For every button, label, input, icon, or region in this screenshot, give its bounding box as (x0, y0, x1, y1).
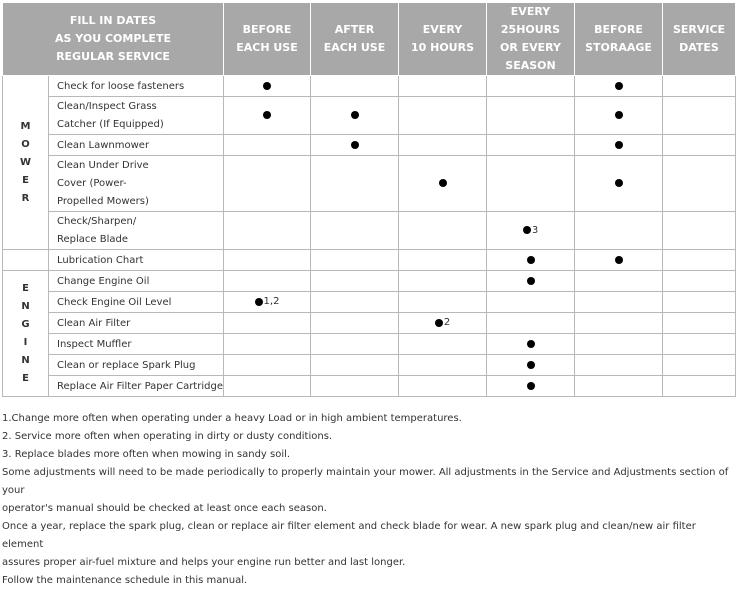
check-mark-dot (351, 111, 359, 119)
service-date-cell[interactable] (663, 250, 736, 271)
mark-cell (575, 250, 663, 271)
check-mark-dot (527, 340, 535, 348)
mark-cell (487, 135, 575, 156)
mark-cell (311, 271, 399, 292)
mark-cell (311, 292, 399, 313)
header-before-storage: BEFORE STORAAGE (575, 3, 663, 76)
mark-cell (575, 292, 663, 313)
mark-cell (399, 135, 487, 156)
mark-cell (311, 313, 399, 334)
header-row (3, 3, 736, 76)
footnote-ref: 2 (443, 317, 451, 329)
header-before-each-use: BEFORE EACH USE (224, 3, 311, 76)
table-row (3, 292, 736, 313)
task-clean-air-filter: Clean Air Filter (49, 313, 224, 334)
mark-cell (311, 355, 399, 376)
service-date-cell[interactable] (663, 313, 736, 334)
table-row (3, 212, 736, 250)
group-label-empty (3, 250, 49, 271)
mark-cell (311, 376, 399, 397)
mark-cell (224, 271, 311, 292)
mark-cell (311, 156, 399, 212)
mark-cell (224, 250, 311, 271)
service-date-cell[interactable] (663, 376, 736, 397)
task-sharpen-blade: Check/Sharpen/ Replace Blade (49, 212, 224, 250)
paragraph-follow-schedule: Follow the maintenance schedule in this manual. (2, 575, 248, 586)
check-mark-dot (351, 141, 359, 149)
check-mark-dot (615, 179, 623, 187)
mark-cell (575, 97, 663, 135)
mark-cell (311, 76, 399, 97)
mark-cell (487, 313, 575, 334)
task-check-fasteners: Check for loose fasteners (49, 76, 224, 97)
mark-cell (224, 292, 311, 313)
mark-cell (487, 271, 575, 292)
table-row (3, 271, 736, 292)
check-mark-dot (615, 141, 623, 149)
mark-cell (575, 135, 663, 156)
task-clean-drive-cover: Clean Under Drive Cover (Power- Propelled Mowers) (49, 156, 224, 212)
mark-cell (487, 355, 575, 376)
paragraph-adjustments-1: Some adjustments will need to be made periodically to properly maintain your mower. All adjustments in the Service and Adjustments section of your (2, 467, 729, 496)
footnote-2: 2. Service more often when operating in dirty or dusty conditions. (2, 431, 333, 442)
mark-cell (575, 76, 663, 97)
check-mark-dot (435, 319, 443, 327)
mark-cell (224, 313, 311, 334)
group-label-engine: E N G I N E (3, 271, 49, 397)
header-every-10-hours: EVERY 10 HOURS (399, 3, 487, 76)
header-service-dates: SERVICE DATES (663, 3, 736, 76)
task-replace-air-filter-cartridge: Replace Air Filter Paper Cartridge (49, 376, 224, 397)
mark-cell (575, 355, 663, 376)
task-change-engine-oil: Change Engine Oil (49, 271, 224, 292)
task-inspect-muffler: Inspect Muffler (49, 334, 224, 355)
mark-cell (311, 250, 399, 271)
table-row (3, 135, 736, 156)
mark-cell (487, 334, 575, 355)
mark-cell (487, 156, 575, 212)
table-row (3, 76, 736, 97)
mark-cell (487, 212, 575, 250)
paragraph-yearly-2: assures proper air-fuel mixture and helps your engine run better and last longer. (2, 557, 406, 568)
task-lubrication-chart: Lubrication Chart (49, 250, 224, 271)
mark-cell (224, 355, 311, 376)
mark-cell (487, 376, 575, 397)
check-mark-dot (615, 256, 623, 264)
mark-cell (487, 97, 575, 135)
mark-cell (487, 76, 575, 97)
service-date-cell[interactable] (663, 76, 736, 97)
task-check-engine-oil-level: Check Engine Oil Level (49, 292, 224, 313)
service-date-cell[interactable] (663, 156, 736, 212)
footnote-3: 3. Replace blades more often when mowing in sandy soil. (2, 449, 291, 460)
check-mark-dot (255, 298, 263, 306)
mark-cell (399, 250, 487, 271)
mark-cell (399, 313, 487, 334)
check-mark-dot (263, 82, 271, 90)
check-mark-dot (527, 361, 535, 369)
check-mark-dot (615, 111, 623, 119)
table-row (3, 355, 736, 376)
mark-cell (575, 313, 663, 334)
mark-cell (224, 156, 311, 212)
mark-cell (399, 271, 487, 292)
footnotes (2, 410, 735, 590)
mark-cell (575, 156, 663, 212)
header-every-25-hours: EVERY 25HOURS OR EVERY SEASON (487, 3, 575, 76)
check-mark-dot (527, 382, 535, 390)
service-date-cell[interactable] (663, 97, 736, 135)
mark-cell (399, 76, 487, 97)
header-task-column: FILL IN DATES AS YOU COMPLETE REGULAR SERVICE (3, 3, 224, 76)
check-mark-dot (615, 82, 623, 90)
mark-cell (399, 355, 487, 376)
paragraph-yearly-1: Once a year, replace the spark plug, clean or replace air filter element and check blade for wear. A new spark plug and clean/new air filter element (2, 521, 696, 550)
mark-cell (224, 334, 311, 355)
task-spark-plug: Clean or replace Spark Plug (49, 355, 224, 376)
mark-cell (575, 376, 663, 397)
service-date-cell[interactable] (663, 271, 736, 292)
mark-cell (224, 76, 311, 97)
service-date-cell[interactable] (663, 355, 736, 376)
mark-cell (399, 376, 487, 397)
check-mark-dot (439, 179, 447, 187)
header-after-each-use: AFTER EACH USE (311, 3, 399, 76)
service-date-cell[interactable] (663, 135, 736, 156)
table-row (3, 313, 736, 334)
task-clean-grass-catcher: Clean/Inspect Grass Catcher (If Equipped) (49, 97, 224, 135)
service-date-cell[interactable] (663, 292, 736, 313)
table-row (3, 250, 736, 271)
mark-cell (224, 135, 311, 156)
service-date-cell[interactable] (663, 334, 736, 355)
mark-cell (224, 376, 311, 397)
mark-cell (399, 334, 487, 355)
table-row (3, 97, 736, 135)
table-row (3, 334, 736, 355)
footnote-ref: 3 (531, 224, 539, 236)
mark-cell (399, 156, 487, 212)
check-mark-dot (263, 111, 271, 119)
table-row (3, 156, 736, 212)
mark-cell (311, 212, 399, 250)
check-mark-dot (527, 277, 535, 285)
check-mark-dot (527, 256, 535, 264)
check-mark-dot (523, 226, 531, 234)
mark-cell (399, 212, 487, 250)
mark-cell (224, 97, 311, 135)
mark-cell (575, 271, 663, 292)
mark-cell (311, 135, 399, 156)
mark-cell (311, 334, 399, 355)
mark-cell (575, 212, 663, 250)
group-label-mower: M O W E R (3, 76, 49, 250)
maintenance-schedule-table (2, 2, 736, 397)
mark-cell (487, 250, 575, 271)
mark-cell (487, 292, 575, 313)
service-date-cell[interactable] (663, 212, 736, 250)
footnote-1: 1.Change more often when operating under a heavy Load or in high ambient temperatures. (2, 413, 462, 424)
mark-cell (224, 212, 311, 250)
mark-cell (399, 292, 487, 313)
task-clean-lawnmower: Clean Lawnmower (49, 135, 224, 156)
mark-cell (575, 334, 663, 355)
paragraph-adjustments-2: operator's manual should be checked at least once each season. (2, 503, 327, 514)
footnote-ref: 1,2 (263, 296, 280, 308)
mark-cell (311, 97, 399, 135)
mark-cell (399, 97, 487, 135)
table-row (3, 376, 736, 397)
